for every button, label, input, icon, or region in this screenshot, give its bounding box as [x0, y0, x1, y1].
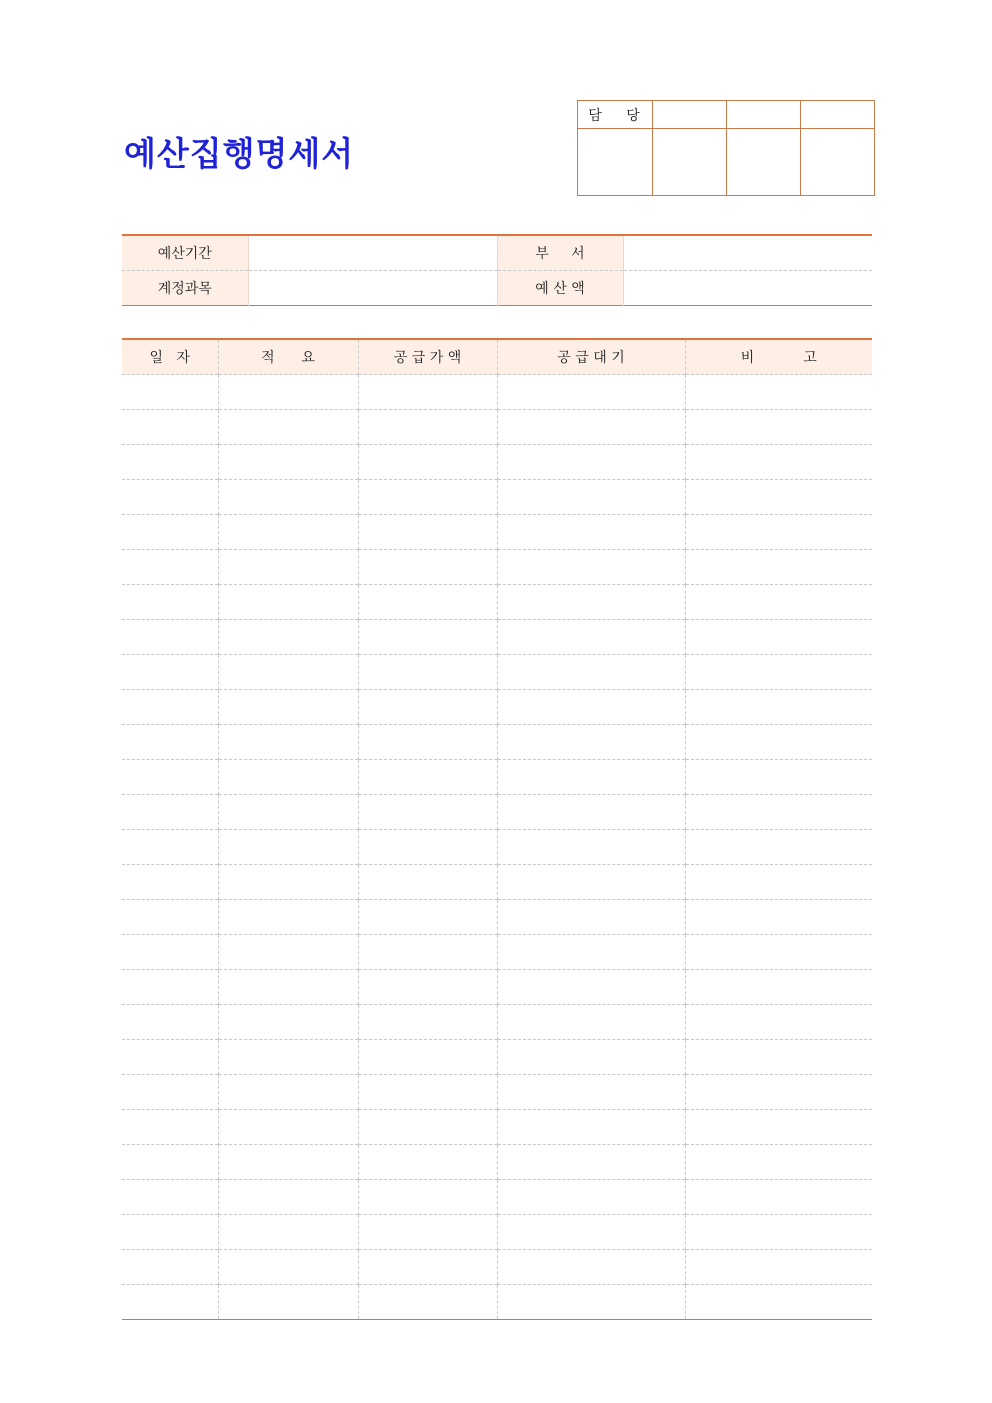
- cell-supply-price[interactable]: [358, 1250, 497, 1285]
- cell-supply-payment[interactable]: [497, 1075, 685, 1110]
- cell-supply-payment[interactable]: [497, 1180, 685, 1215]
- cell-date[interactable]: [122, 900, 218, 935]
- cell-supply-price[interactable]: [358, 1180, 497, 1215]
- cell-remarks[interactable]: [685, 1075, 872, 1110]
- cell-supply-price[interactable]: [358, 690, 497, 725]
- cell-supply-price[interactable]: [358, 1145, 497, 1180]
- cell-remarks[interactable]: [685, 1180, 872, 1215]
- header-remarks: 비 고: [685, 339, 872, 375]
- cell-description[interactable]: [218, 445, 358, 480]
- cell-remarks[interactable]: [685, 725, 872, 760]
- cell-description[interactable]: [218, 795, 358, 830]
- field-budget-period[interactable]: [248, 235, 497, 271]
- cell-remarks[interactable]: [685, 830, 872, 865]
- cell-supply-payment[interactable]: [497, 690, 685, 725]
- cell-date[interactable]: [122, 865, 218, 900]
- cell-remarks[interactable]: [685, 515, 872, 550]
- cell-date[interactable]: [122, 375, 218, 410]
- field-account-item[interactable]: [248, 271, 497, 306]
- ledger-body: [122, 375, 872, 1320]
- table-row: [122, 375, 872, 410]
- ledger-table: [122, 338, 872, 1320]
- cell-supply-price[interactable]: [358, 410, 497, 445]
- cell-description[interactable]: [218, 515, 358, 550]
- cell-date[interactable]: [122, 1075, 218, 1110]
- table-row: [122, 445, 872, 480]
- cell-supply-payment[interactable]: [497, 515, 685, 550]
- cell-supply-payment[interactable]: [497, 375, 685, 410]
- table-row: [122, 725, 872, 760]
- cell-supply-payment[interactable]: [497, 865, 685, 900]
- cell-description[interactable]: [218, 1005, 358, 1040]
- cell-supply-price[interactable]: [358, 1285, 497, 1320]
- table-row: [122, 550, 872, 585]
- cell-supply-payment[interactable]: [497, 970, 685, 1005]
- cell-remarks[interactable]: [685, 620, 872, 655]
- table-row: [122, 970, 872, 1005]
- cell-date[interactable]: [122, 760, 218, 795]
- cell-date[interactable]: [122, 550, 218, 585]
- cell-date[interactable]: [122, 1145, 218, 1180]
- cell-description[interactable]: [218, 1110, 358, 1145]
- cell-remarks[interactable]: [685, 375, 872, 410]
- cell-description[interactable]: [218, 865, 358, 900]
- cell-description[interactable]: [218, 760, 358, 795]
- table-row: [122, 690, 872, 725]
- approval-sign-cell[interactable]: [801, 129, 875, 196]
- cell-description[interactable]: [218, 1145, 358, 1180]
- cell-description[interactable]: [218, 830, 358, 865]
- header-date: 일 자: [122, 339, 218, 375]
- cell-date[interactable]: [122, 1005, 218, 1040]
- cell-remarks[interactable]: [685, 1250, 872, 1285]
- cell-remarks[interactable]: [685, 410, 872, 445]
- cell-supply-price[interactable]: [358, 515, 497, 550]
- cell-description[interactable]: [218, 550, 358, 585]
- cell-description[interactable]: [218, 1180, 358, 1215]
- cell-remarks[interactable]: [685, 690, 872, 725]
- cell-supply-payment[interactable]: [497, 1250, 685, 1285]
- cell-description[interactable]: [218, 1040, 358, 1075]
- cell-supply-payment[interactable]: [497, 1005, 685, 1040]
- cell-supply-payment[interactable]: [497, 410, 685, 445]
- table-row: [122, 1215, 872, 1250]
- cell-remarks[interactable]: [685, 655, 872, 690]
- field-department[interactable]: [623, 235, 872, 271]
- table-row: [122, 1145, 872, 1180]
- cell-date[interactable]: [122, 935, 218, 970]
- cell-supply-price[interactable]: [358, 655, 497, 690]
- cell-description[interactable]: [218, 1215, 358, 1250]
- cell-supply-payment[interactable]: [497, 1110, 685, 1145]
- cell-date[interactable]: [122, 410, 218, 445]
- cell-remarks[interactable]: [685, 445, 872, 480]
- table-row: [122, 1005, 872, 1040]
- cell-date[interactable]: [122, 795, 218, 830]
- cell-remarks[interactable]: [685, 1215, 872, 1250]
- cell-date[interactable]: [122, 480, 218, 515]
- cell-remarks[interactable]: [685, 865, 872, 900]
- cell-supply-payment[interactable]: [497, 480, 685, 515]
- cell-supply-payment[interactable]: [497, 585, 685, 620]
- cell-supply-payment[interactable]: [497, 620, 685, 655]
- cell-description[interactable]: [218, 970, 358, 1005]
- cell-description[interactable]: [218, 900, 358, 935]
- cell-date[interactable]: [122, 1285, 218, 1320]
- cell-remarks[interactable]: [685, 1005, 872, 1040]
- cell-date[interactable]: [122, 655, 218, 690]
- cell-description[interactable]: [218, 620, 358, 655]
- cell-remarks[interactable]: [685, 795, 872, 830]
- field-budget-amount[interactable]: [623, 271, 872, 306]
- cell-remarks[interactable]: [685, 1285, 872, 1320]
- cell-remarks[interactable]: [685, 550, 872, 585]
- cell-supply-payment[interactable]: [497, 1040, 685, 1075]
- cell-date[interactable]: [122, 830, 218, 865]
- cell-remarks[interactable]: [685, 760, 872, 795]
- label-account-item: 계정과목: [122, 271, 248, 306]
- approval-label-manager: 담 당: [578, 101, 653, 129]
- approval-sign-cell[interactable]: [727, 129, 801, 196]
- budget-info-table: [122, 234, 872, 306]
- cell-supply-payment[interactable]: [497, 445, 685, 480]
- table-row: [122, 1110, 872, 1145]
- cell-date[interactable]: [122, 1250, 218, 1285]
- approval-sign-cell[interactable]: [578, 129, 653, 196]
- cell-date[interactable]: [122, 585, 218, 620]
- table-row: [122, 865, 872, 900]
- cell-supply-price[interactable]: [358, 970, 497, 1005]
- cell-description[interactable]: [218, 1285, 358, 1320]
- cell-description[interactable]: [218, 480, 358, 515]
- cell-supply-price[interactable]: [358, 830, 497, 865]
- cell-date[interactable]: [122, 445, 218, 480]
- cell-supply-price[interactable]: [358, 725, 497, 760]
- table-row: [122, 830, 872, 865]
- table-row: [122, 900, 872, 935]
- cell-supply-price[interactable]: [358, 550, 497, 585]
- cell-date[interactable]: [122, 690, 218, 725]
- header-description: 적 요: [218, 339, 358, 375]
- cell-supply-price[interactable]: [358, 900, 497, 935]
- cell-description[interactable]: [218, 725, 358, 760]
- cell-description[interactable]: [218, 410, 358, 445]
- cell-description[interactable]: [218, 655, 358, 690]
- table-row: [122, 1040, 872, 1075]
- cell-description[interactable]: [218, 935, 358, 970]
- cell-date[interactable]: [122, 515, 218, 550]
- approval-header-cell: [727, 101, 801, 129]
- cell-supply-price[interactable]: [358, 760, 497, 795]
- cell-supply-price[interactable]: [358, 585, 497, 620]
- table-row: [122, 655, 872, 690]
- cell-supply-price[interactable]: [358, 375, 497, 410]
- cell-description[interactable]: [218, 375, 358, 410]
- table-row: [122, 1285, 872, 1320]
- table-row: [122, 1250, 872, 1285]
- cell-supply-price[interactable]: [358, 1215, 497, 1250]
- cell-remarks[interactable]: [685, 480, 872, 515]
- cell-supply-price[interactable]: [358, 1110, 497, 1145]
- cell-supply-payment[interactable]: [497, 760, 685, 795]
- approval-header-cell: [653, 101, 727, 129]
- label-budget-amount: 예 산 액: [497, 271, 623, 306]
- table-row: [122, 1180, 872, 1215]
- cell-date[interactable]: [122, 970, 218, 1005]
- cell-supply-payment[interactable]: [497, 830, 685, 865]
- cell-remarks[interactable]: [685, 1145, 872, 1180]
- cell-date[interactable]: [122, 620, 218, 655]
- cell-supply-payment[interactable]: [497, 795, 685, 830]
- cell-supply-payment[interactable]: [497, 550, 685, 585]
- cell-description[interactable]: [218, 690, 358, 725]
- table-row: [122, 1075, 872, 1110]
- cell-date[interactable]: [122, 1180, 218, 1215]
- table-row: [122, 760, 872, 795]
- cell-remarks[interactable]: [685, 585, 872, 620]
- table-row: [122, 795, 872, 830]
- table-row: [122, 410, 872, 445]
- table-row: [122, 585, 872, 620]
- approval-header-cell: [801, 101, 875, 129]
- cell-supply-price[interactable]: [358, 620, 497, 655]
- cell-remarks[interactable]: [685, 1110, 872, 1145]
- header-supply-price: 공 급 가 액: [358, 339, 497, 375]
- cell-supply-price[interactable]: [358, 1075, 497, 1110]
- page-title: 예산집행명세서: [124, 134, 355, 173]
- cell-supply-price[interactable]: [358, 865, 497, 900]
- cell-date[interactable]: [122, 725, 218, 760]
- cell-supply-price[interactable]: [358, 1040, 497, 1075]
- cell-supply-price[interactable]: [358, 1005, 497, 1040]
- header-supply-payment: 공 급 대 기: [497, 339, 685, 375]
- label-department: 부 서: [497, 235, 623, 271]
- approval-sign-cell[interactable]: [653, 129, 727, 196]
- cell-remarks[interactable]: [685, 1040, 872, 1075]
- cell-supply-payment[interactable]: [497, 935, 685, 970]
- cell-date[interactable]: [122, 1215, 218, 1250]
- cell-remarks[interactable]: [685, 900, 872, 935]
- cell-description[interactable]: [218, 1250, 358, 1285]
- cell-supply-price[interactable]: [358, 935, 497, 970]
- approval-box: [577, 100, 875, 196]
- cell-supply-price[interactable]: [358, 445, 497, 480]
- cell-description[interactable]: [218, 1075, 358, 1110]
- cell-supply-payment[interactable]: [497, 655, 685, 690]
- label-budget-period: 예산기간: [122, 235, 248, 271]
- cell-date[interactable]: [122, 1040, 218, 1075]
- cell-supply-payment[interactable]: [497, 725, 685, 760]
- table-row: [122, 515, 872, 550]
- cell-supply-payment[interactable]: [497, 1285, 685, 1320]
- cell-supply-payment[interactable]: [497, 1145, 685, 1180]
- cell-remarks[interactable]: [685, 970, 872, 1005]
- cell-supply-payment[interactable]: [497, 900, 685, 935]
- cell-supply-payment[interactable]: [497, 1215, 685, 1250]
- cell-remarks[interactable]: [685, 935, 872, 970]
- cell-supply-price[interactable]: [358, 795, 497, 830]
- table-row: [122, 620, 872, 655]
- cell-date[interactable]: [122, 1110, 218, 1145]
- table-row: [122, 480, 872, 515]
- table-row: [122, 935, 872, 970]
- cell-description[interactable]: [218, 585, 358, 620]
- cell-supply-price[interactable]: [358, 480, 497, 515]
